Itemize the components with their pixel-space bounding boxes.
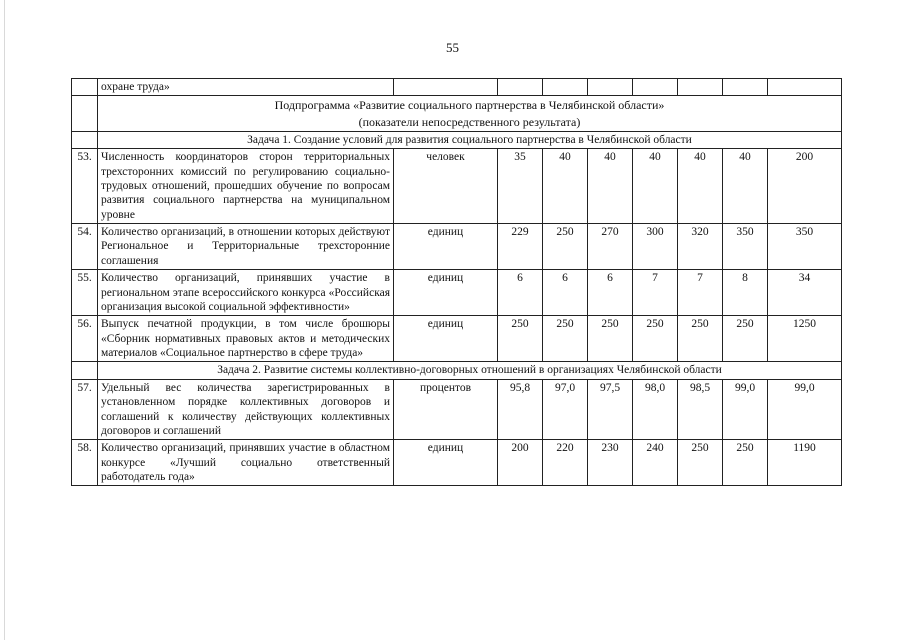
task-header-row: [72, 131, 842, 148]
unit-cell: [394, 79, 498, 96]
value-cell: 350: [723, 224, 768, 270]
total-cell: 99,0: [768, 379, 842, 440]
unit-cell: единиц: [394, 316, 498, 362]
value-cell: 250: [498, 316, 543, 362]
subprogram-title: Подпрограмма «Развитие социального партнерства в Челябинской области»: [274, 98, 665, 113]
value-cell: 40: [723, 149, 768, 224]
row-description: Численность координаторов сторон территориальных трехсторонних комиссий по регулированию социально-трудовых отношений, прошедших обучение по вопросам развития социального партнерства на муниципальном уровне: [98, 149, 394, 224]
task-heading: Задача 2. Развитие системы коллективно-договорных отношений в организациях Челябинской области: [98, 362, 842, 379]
row-number: 58.: [72, 440, 98, 486]
table-row: [72, 440, 842, 486]
value-cell: 250: [723, 440, 768, 486]
total-cell: 200: [768, 149, 842, 224]
indicators-table: [71, 78, 842, 486]
value-cell: 6: [498, 270, 543, 316]
subprogram-heading: [98, 96, 842, 131]
value-cell: [678, 79, 723, 96]
value-cell: 250: [543, 224, 588, 270]
value-cell: 250: [543, 316, 588, 362]
value-cell: 8: [723, 270, 768, 316]
table-row: [72, 149, 842, 224]
value-cell: 240: [633, 440, 678, 486]
value-cell: [498, 79, 543, 96]
scan-edge-line: [4, 0, 5, 640]
table-row-continuation: [72, 79, 842, 96]
row-description: охране труда»: [98, 79, 394, 96]
value-cell: 97,0: [543, 379, 588, 440]
row-description: Удельный вес количества зарегистрированных в установленном порядке коллективных договоров и соглашений к количеству действующих коллективных договоров и соглашений: [98, 379, 394, 440]
value-cell: 98,5: [678, 379, 723, 440]
value-cell: 250: [678, 316, 723, 362]
page-number: 55: [446, 40, 459, 55]
unit-cell: единиц: [394, 224, 498, 270]
row-number: 56.: [72, 316, 98, 362]
unit-cell: единиц: [394, 440, 498, 486]
table-row: [72, 379, 842, 440]
value-cell: 7: [678, 270, 723, 316]
row-number: 55.: [72, 270, 98, 316]
value-cell: 229: [498, 224, 543, 270]
value-cell: 6: [588, 270, 633, 316]
row-number: 53.: [72, 149, 98, 224]
row-number-cell: [72, 362, 98, 379]
row-description: Количество организаций, принявших участие в региональном этапе всероссийского конкурса «Российская организация высокой социальной эффективности»: [98, 270, 394, 316]
total-cell: [768, 79, 842, 96]
total-cell: 350: [768, 224, 842, 270]
value-cell: 250: [588, 316, 633, 362]
value-cell: 98,0: [633, 379, 678, 440]
value-cell: 250: [723, 316, 768, 362]
value-cell: [543, 79, 588, 96]
unit-cell: процентов: [394, 379, 498, 440]
total-cell: 1190: [768, 440, 842, 486]
table-row: [72, 316, 842, 362]
row-description: Количество организаций, в отношении которых действуют Региональное и Территориальные трехсторонние соглашения: [98, 224, 394, 270]
value-cell: 35: [498, 149, 543, 224]
value-cell: 270: [588, 224, 633, 270]
row-number: 54.: [72, 224, 98, 270]
total-cell: 34: [768, 270, 842, 316]
value-cell: [633, 79, 678, 96]
unit-cell: единиц: [394, 270, 498, 316]
table-row: [72, 224, 842, 270]
row-number-cell: [72, 96, 98, 131]
table-row: [72, 270, 842, 316]
subprogram-subtitle: (показатели непосредственного результата): [358, 114, 581, 129]
subprogram-header-row: [72, 96, 842, 131]
value-cell: 40: [678, 149, 723, 224]
value-cell: 250: [633, 316, 678, 362]
value-cell: [588, 79, 633, 96]
value-cell: 99,0: [723, 379, 768, 440]
value-cell: 40: [633, 149, 678, 224]
value-cell: 40: [588, 149, 633, 224]
total-cell: 1250: [768, 316, 842, 362]
value-cell: [723, 79, 768, 96]
value-cell: 320: [678, 224, 723, 270]
value-cell: 6: [543, 270, 588, 316]
value-cell: 40: [543, 149, 588, 224]
value-cell: 95,8: [498, 379, 543, 440]
value-cell: 97,5: [588, 379, 633, 440]
value-cell: 200: [498, 440, 543, 486]
value-cell: 250: [678, 440, 723, 486]
unit-cell: человек: [394, 149, 498, 224]
task-header-row: [72, 362, 842, 379]
value-cell: 7: [633, 270, 678, 316]
value-cell: 300: [633, 224, 678, 270]
row-description: Выпуск печатной продукции, в том числе брошюры «Сборник нормативных правовых актов и методических материалов «Социальное партнерство в сфере труда»: [98, 316, 394, 362]
row-number-cell: [72, 131, 98, 148]
value-cell: 230: [588, 440, 633, 486]
row-number-cell: [72, 79, 98, 96]
task-heading: Задача 1. Создание условий для развития социального партнерства в Челябинской области: [98, 131, 842, 148]
value-cell: 220: [543, 440, 588, 486]
row-number: 57.: [72, 379, 98, 440]
row-description: Количество организаций, принявших участие в областном конкурсе «Лучший социально ответственный работодатель года»: [98, 440, 394, 486]
